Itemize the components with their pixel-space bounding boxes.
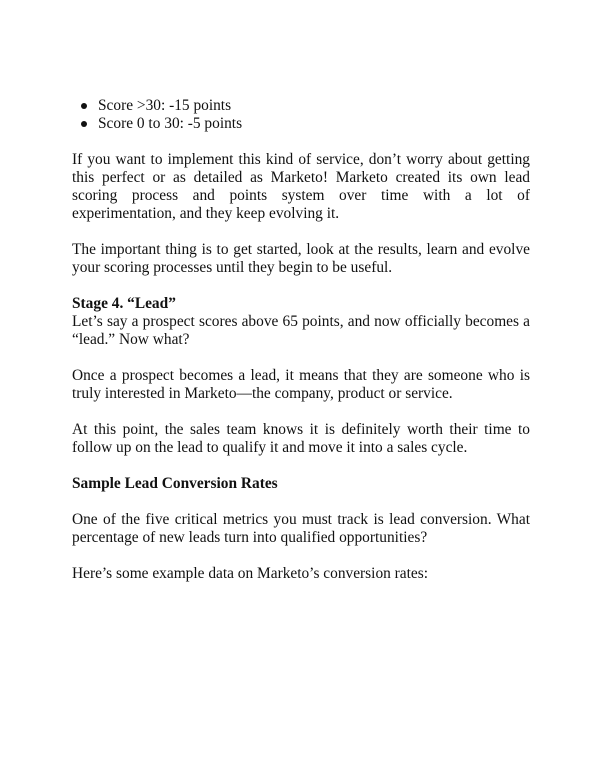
heading-sample-conversion-rates: Sample Lead Conversion Rates: [72, 475, 278, 492]
spacer: [72, 403, 530, 421]
paragraph-lead-interested: Once a prospect becomes a lead, it means that they are someone who is truly interested in Marketo—the company, product or service.: [72, 367, 530, 402]
spacer: [72, 493, 530, 511]
paragraph-sales-team: At this point, the sales team knows it is definitely worth their time to follow up on the lead to qualify it and move it into a sales cycle.: [72, 421, 530, 456]
bullet-icon: [81, 103, 87, 109]
spacer: [72, 277, 530, 295]
bullet-item: [98, 97, 530, 115]
bullet-item: [98, 115, 530, 133]
paragraph-lead-score: Let’s say a prospect scores above 65 points, and now officially becomes a “lead.” Now what?: [72, 313, 530, 348]
paragraph-critical-metrics: One of the five critical metrics you must track is lead conversion. What percentage of new leads turn into qualified opportunities?: [72, 511, 530, 546]
spacer: [72, 349, 530, 367]
bullet-icon: [81, 121, 87, 127]
spacer: [72, 223, 530, 241]
paragraph-example-data: Here’s some example data on Marketo’s conversion rates:: [72, 565, 429, 582]
spacer: [72, 457, 530, 475]
heading-stage-4: Stage 4. “Lead”: [72, 295, 176, 312]
score-bullet-list: [72, 97, 530, 133]
bullet-text: Score 0 to 30: -5 points: [98, 115, 243, 132]
paragraph-implement: If you want to implement this kind of service, don’t worry about getting this perfect or as detailed as Marketo! Marketo created its own lead scoring process and points system over time with a lot of experimentation, and they keep evolving it.: [72, 151, 530, 222]
document-page: [72, 97, 530, 583]
paragraph-get-started: The important thing is to get started, look at the results, learn and evolve your scoring processes until they begin to be useful.: [72, 241, 530, 276]
bullet-text: Score >30: -15 points: [98, 97, 232, 114]
spacer: [72, 547, 530, 565]
spacer: [72, 133, 530, 151]
